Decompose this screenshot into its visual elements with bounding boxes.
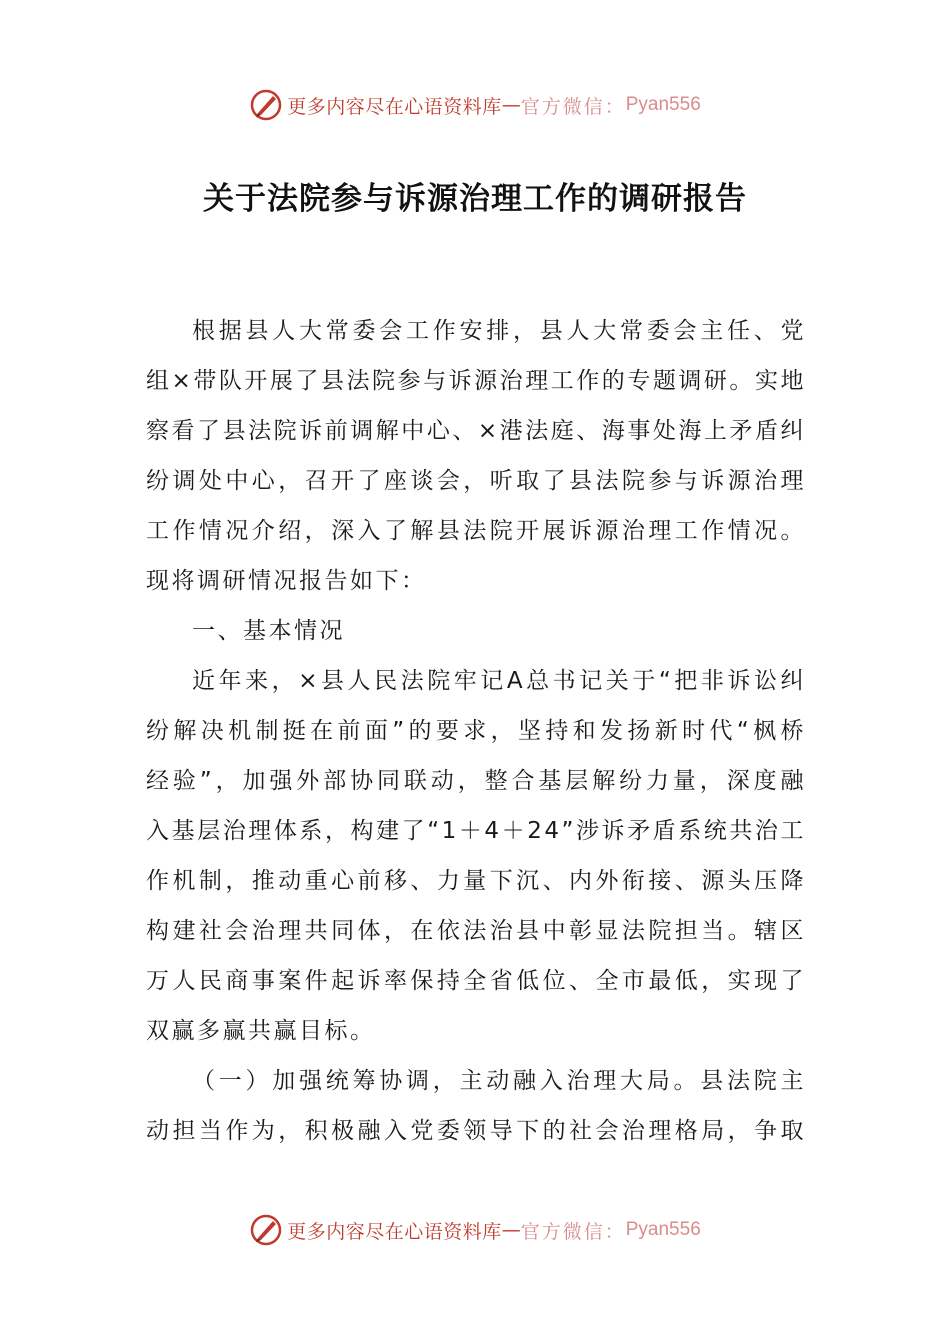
section-heading: 一、基本情况: [192, 618, 345, 644]
banner-separator: —: [501, 1219, 521, 1241]
body-line: 经验”，加强外部协同联动，整合基层解纷力量，深度融: [146, 768, 806, 794]
footer-watermark-banner: [0, 1208, 950, 1252]
banner-wechat-id: Pyan556: [625, 1219, 701, 1240]
body-line: 组×带队开展了县法院参与诉源治理工作的专题调研。实地: [146, 368, 806, 394]
body-line: 双赢多赢共赢目标。: [146, 1018, 376, 1044]
body-line: 作机制，推动重心前移、力量下沉、内外衔接、源头压降: [146, 868, 806, 894]
banner-text: 更多内容尽在心语资料库: [287, 95, 502, 118]
body-line: 构建社会治理共同体，在依法治县中彰显法院担当。辖区: [146, 918, 806, 944]
pen-circle-icon: [249, 1213, 283, 1247]
body-line: 动担当作为，积极融入党委领导下的社会治理格局，争取: [146, 1118, 806, 1144]
subsection-line: （一）加强统筹协调，主动融入治理大局。县法院主: [192, 1068, 806, 1094]
body-line: 纷解决机制挺在前面”的要求，坚持和发扬新时代“枫桥: [146, 718, 806, 744]
banner-wechat-label: 官方微信：: [520, 95, 626, 118]
document-body: [146, 306, 806, 1156]
banner-wechat-label: 官方微信：: [520, 1220, 626, 1243]
header-watermark-banner: [0, 83, 950, 127]
body-line: 入基层治理体系，构建了“1＋4＋24”涉诉矛盾系统共治工: [146, 818, 806, 844]
pen-circle-icon: [249, 88, 283, 122]
body-line: 工作情况介绍，深入了解县法院开展诉源治理工作情况。: [146, 518, 806, 544]
body-line: 现将调研情况报告如下：: [146, 568, 427, 594]
banner-wechat-id: Pyan556: [625, 94, 701, 115]
document-title: 关于法院参与诉源治理工作的调研报告: [203, 181, 747, 217]
banner-text: 更多内容尽在心语资料库: [287, 1220, 502, 1243]
banner-separator: —: [501, 94, 521, 116]
body-line: 纷调处中心，召开了座谈会，听取了县法院参与诉源治理: [146, 468, 806, 494]
body-line: 近年来，×县人民法院牢记A总书记关于“把非诉讼纠: [192, 668, 806, 694]
body-line: 察看了县法院诉前调解中心、×港法庭、海事处海上矛盾纠: [146, 418, 806, 444]
body-line: 根据县人大常委会工作安排，县人大常委会主任、党: [192, 318, 806, 344]
body-line: 万人民商事案件起诉率保持全省低位、全市最低，实现了: [146, 968, 806, 994]
